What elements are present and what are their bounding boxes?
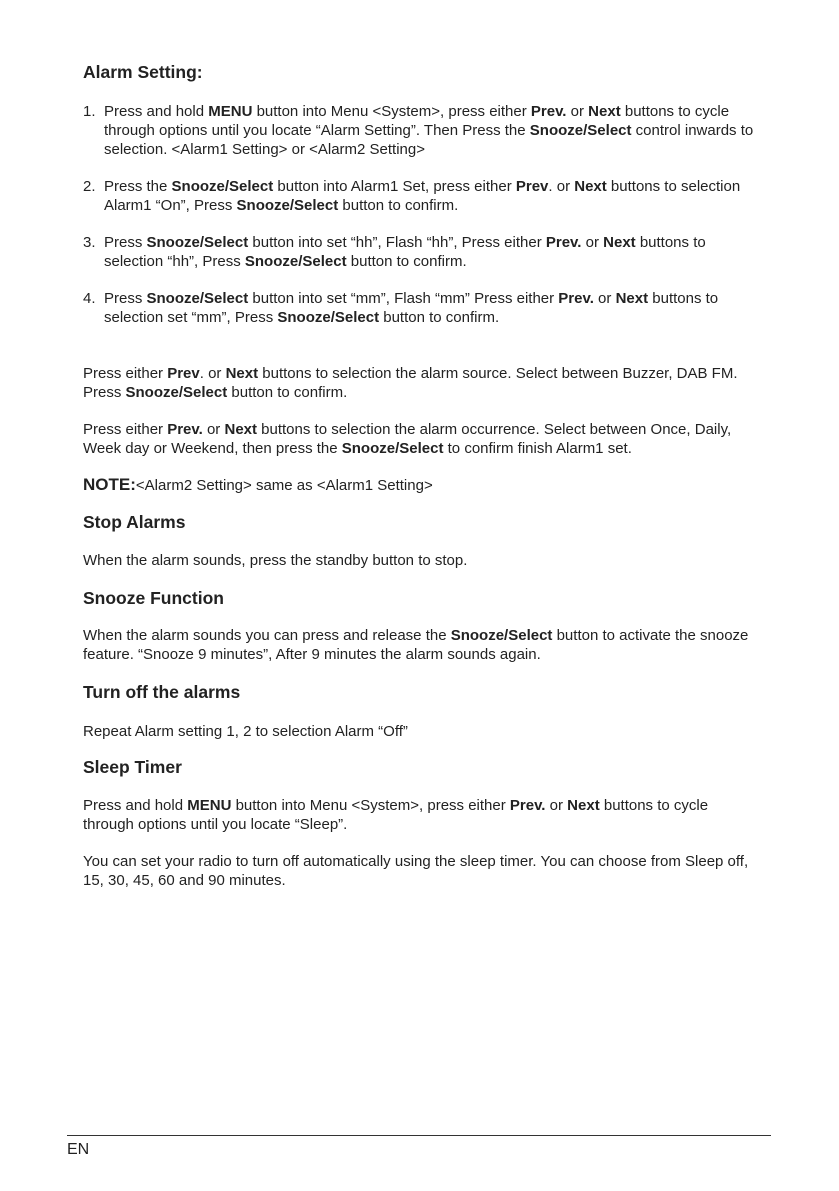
alarm-steps-list [83, 102, 763, 327]
alarm-occurrence-paragraph: Press either Prev. or Next buttons to selection the alarm occurrence. Select between Once, Daily, Week day or Weekend, then press the Snooze/Select to confirm finish Alarm1 set. [83, 421, 732, 457]
bold-term: Snooze/Select [146, 290, 249, 307]
snooze-function-heading: Snooze Function [83, 588, 224, 608]
step-text: Press the Snooze/Select button into Alarm1 Set, press either Prev. or Next buttons to selection Alarm1 “On”, Press Snooze/Select button to confirm. [104, 178, 741, 214]
bold-term: Snooze/Select [529, 122, 632, 139]
alarm-step [83, 177, 763, 215]
turn-off-alarms-heading: Turn off the alarms [83, 682, 241, 702]
bold-term: Prev. [509, 797, 546, 814]
bold-term: Snooze/Select [171, 178, 274, 195]
alarm-note [83, 475, 763, 495]
bold-term: Snooze/Select [236, 197, 339, 214]
page-content [83, 62, 763, 890]
sleep-timer-heading: Sleep Timer [83, 757, 182, 777]
stop-alarms-heading: Stop Alarms [83, 512, 186, 532]
bold-term: Prev [167, 365, 200, 382]
bold-term: Next [225, 365, 259, 382]
bold-term: Prev. [530, 103, 567, 120]
bold-term: Next [603, 234, 636, 251]
bold-term: Snooze/Select [125, 384, 228, 401]
bold-term: Prev. [558, 290, 594, 307]
bold-term: MENU [187, 797, 232, 814]
alarm-step [83, 102, 763, 159]
step-number: 3. [83, 234, 96, 251]
note-label: NOTE: [83, 475, 136, 494]
step-text: Press and hold MENU button into Menu <System>, press either Prev. or Next buttons to cycle through options until you locate “Alarm Setting”. Then Press the Snooze/Select control inwards to selection. <Alarm1 Setting> or <Alarm2 Setting> [104, 103, 754, 158]
footer-divider [67, 1135, 771, 1136]
step-text: Press Snooze/Select button into set “hh”, Flash “hh”, Press either Prev. or Next buttons to selection “hh”, Press Snooze/Select button to confirm. [104, 234, 706, 270]
bold-term: Prev [515, 178, 549, 195]
sleep-timer-text-2: You can set your radio to turn off automatically using the sleep timer. You can choose from Sleep off, 15, 30, 45, 60 and 90 minutes. [83, 853, 749, 889]
sleep-timer-text-1: Press and hold MENU button into Menu <System>, press either Prev. or Next buttons to cycle through options until you locate “Sleep”. [83, 797, 709, 833]
step-text: Press Snooze/Select button into set “mm”, Flash “mm” Press either Prev. or Next buttons to selection set “mm”, Press Snooze/Select button to confirm. [104, 290, 719, 326]
bold-term: Snooze/Select [146, 234, 249, 251]
bold-term: Snooze/Select [244, 253, 347, 270]
bold-term: Snooze/Select [341, 440, 444, 457]
bold-term: Snooze/Select [277, 309, 380, 326]
bold-term: Next [567, 797, 600, 814]
stop-alarms-text: When the alarm sounds, press the standby button to stop. [83, 552, 468, 569]
step-number: 4. [83, 290, 96, 307]
bold-term: Snooze/Select [450, 627, 553, 644]
alarm-step [83, 289, 763, 327]
bold-term: Prev. [167, 421, 203, 438]
turn-off-alarms-text: Repeat Alarm setting 1, 2 to selection Alarm “Off” [83, 723, 408, 740]
bold-term: Next [615, 290, 649, 307]
snooze-function-text: When the alarm sounds you can press and release the Snooze/Select button to activate the snooze feature. “Snooze 9 minutes”, After 9 minutes the alarm sounds again. [83, 627, 749, 663]
note-text: <Alarm2 Setting> same as <Alarm1 Setting> [135, 477, 433, 494]
bold-term: Next [224, 421, 257, 438]
bold-term: Prev. [545, 234, 582, 251]
language-code: EN [67, 1141, 90, 1158]
bold-term: MENU [208, 103, 253, 120]
alarm-step [83, 233, 763, 271]
step-number: 2. [83, 178, 96, 195]
bold-term: Next [588, 103, 621, 120]
alarm-source-paragraph: Press either Prev. or Next buttons to selection the alarm source. Select between Buzzer, DAB FM. Press Snooze/Select button to confirm. [83, 365, 738, 401]
alarm-setting-heading: Alarm Setting: [83, 62, 203, 82]
bold-term: Next [574, 178, 607, 195]
step-number: 1. [83, 103, 96, 120]
